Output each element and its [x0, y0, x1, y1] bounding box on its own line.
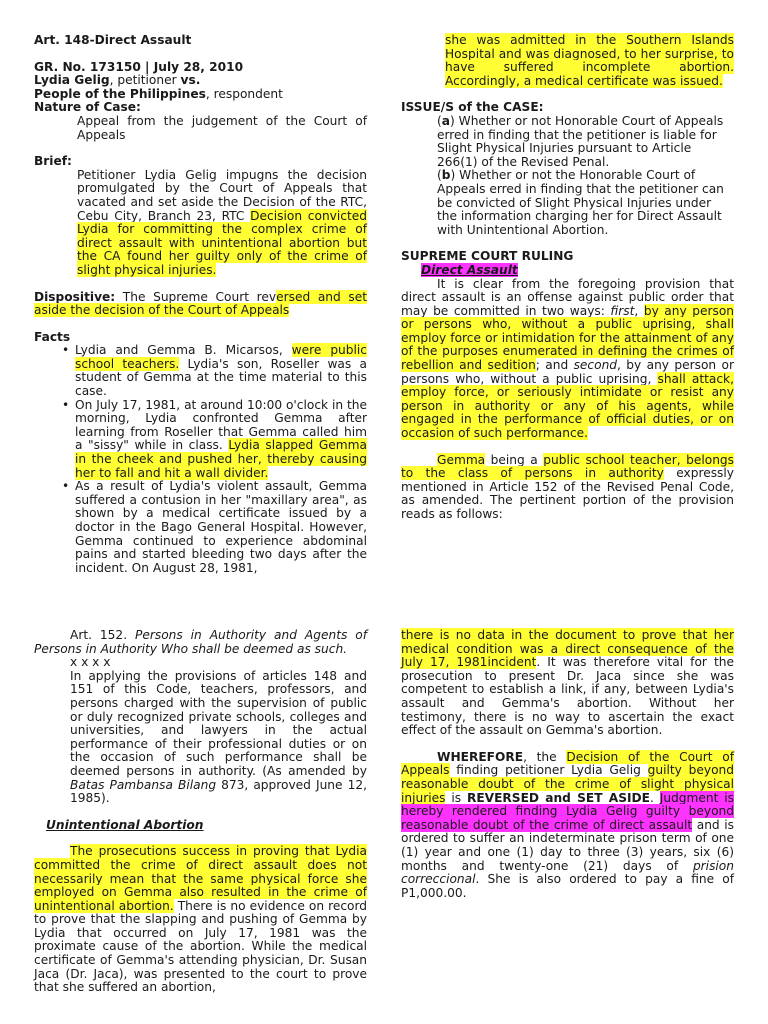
petitioner-name: Lydia Gelig [34, 73, 110, 88]
petitioner-line [34, 74, 367, 88]
art152-xxxx: x x x x [70, 655, 111, 670]
abortion-continuation: there is no data in the document to prove that her medical condition was a direct consequence of the July 17, 1981incident. It was therefore vital for the prosecution to present Dr. Jaca since she was competent to establish a link, if any, between Lydia's assault and Gemma's abortion. Without her testimony, there is no way to ascertain the exact effect of the assault on Gemma's abortion. [401, 628, 734, 738]
brief-text [77, 169, 367, 278]
dispositive-highlight: ersed and set aside the decision of the Court of Appeals [34, 289, 367, 318]
wherefore-paragraph: WHEREFORE, the Decision of the Court of Appeals finding petitioner Lydia Gelig guilty beyond reasonable doubt of the crime of slight physical injuries is REVERSED and SET ASIDE. Judgment is hereby rendered finding Lydia Gelig guilty beyond reasonable doubt of the crime of direct assault and is ordered to suffer an indeterminate prison term of one (1) year and one (1) day to three (3) years, six (6) months and twenty-one (21) days of prision correccional. She is also ordered to pay a fine of P1,000.00. [401, 749, 735, 900]
art152-body: In applying the provisions of articles 148 and 151 of this Code, teachers, professors, and persons charged with the supervision of public or duly recognized private schools, colleges and universities, and lawyers in the actual performance of their professional duties or on the occasion of such performance shall be deemed persons in authority. (As amended by Batas Pambansa Bilang 873, approved June 12, 1985). [70, 668, 367, 806]
bottom-right-column [401, 629, 734, 900]
top-right-column [401, 34, 734, 522]
article-heading: Art. 148-Direct Assault [34, 33, 192, 47]
ruling-paragraph-1: It is clear from the foregoing provision that direct assault is an offense against public order that may be committed in two ways: first, by any person or persons who, without a public uprising, shall employ force or intimidation for the attainment of any of the purposes enumerated in defining the crimes of rebellion and sedition; and second, by any person or persons who, without a public uprising, shall attack, employ force, or seriously intimidate or resist any person in authority or any of his agents, while engaged in the performance of official duties, or on occasion of such performance. [401, 276, 734, 441]
dispositive-label: Dispositive: [34, 289, 116, 304]
gr-number: GR. No. 173150 | July 28, 2010 [34, 59, 244, 74]
top-left-column [34, 34, 367, 575]
fact-item: • On July 17, 1981, at around 10:00 o'clock in the morning, Lydia confronted Gemma after learning from Roseller that Gemma called him a "sissy" while in class. Lydia slapped Gemma in the cheek and pushed her, thereby causing her to fall and hit a wall divider. [62, 397, 367, 480]
fact-highlight: she was admitted in the Southern Islands Hospital and was diagnosed, to her surprise, to have suffered incomplete abortion. Accordingly, a medical certificate was issued. [445, 33, 734, 88]
ruling-label: SUPREME COURT RULING [401, 249, 574, 264]
respondent-name: People of the Philippines [34, 86, 206, 101]
respondent-role: , respondent [205, 86, 283, 101]
bottom-left-column [34, 629, 367, 995]
facts-continuation [445, 34, 734, 88]
vs-text: vs. [180, 73, 201, 88]
facts-label: Facts [34, 329, 71, 344]
dispositive-text-a: The Supreme Court rev [115, 289, 277, 304]
brief-text-a: Petitioner Lydia Gelig impugns the decision promulgated by the Court of Appeals that vacated and set aside the Decision of the RTC, Cebu City, Branch 23, RTC [77, 167, 367, 223]
ruling-paragraph-2: Gemma being a public school teacher, belongs to the class of persons in authority expressly mentioned in Article 152 of the Revised Penal Code, as amended. The pertinent portion of the provision reads as follows: [401, 452, 735, 521]
dispositive-paragraph [34, 291, 367, 318]
issues-label: ISSUE/S of the CASE: [401, 100, 544, 115]
abortion-paragraph: The prosecutions success in proving that Lydia committed the crime of direct assault does not necessarily mean that the same physical force she employed on Gemma also resulted in the crime of unintentional abortion. There is no evidence on record to prove that the slapping and pushing of Gemma by Lydia that occurred on July 17, 1981 was the proximate cause of the abortion. While the medical certificate of Gemma's attending physician, Dr. Susan Jaca (Dr. Jaca), was presented to the court to prove that she suffered an abortion, [34, 844, 368, 995]
petitioner-role: , petitioner [109, 73, 181, 88]
bullet-icon: • [62, 397, 70, 412]
direct-assault-heading: Direct Assault [421, 262, 518, 277]
bullet-icon: • [62, 343, 70, 358]
nature-label: Nature of Case: [34, 100, 141, 115]
fact-item: • As a result of Lydia's violent assault, Gemma suffered a contusion in her "maxillary area", as shown by a medical certificate issued by a doctor in the Bago General Hospital. However, Gemma continued to experience abdominal pains and started bleeding two days after the incident. On August 28, 1981, [62, 479, 367, 575]
issue-b: (b) Whether or not the Honorable Court of Appeals erred in finding that the petitioner can be convicted of Slight Physical Injuries under the information charging her for Direct Assault with Unintentional Abortion. [437, 168, 724, 237]
issue-a: (a) Whether or not Honorable Court of Appeals erred in finding that the petitioner is liable for Slight Physical Injuries pursuant to Article 266(1) of the Revised Penal. [437, 113, 724, 169]
fact-highlight: Lydia slapped Gemma in the cheek and pushed her, thereby causing her to fall and hit a wall divider. [75, 438, 367, 480]
fact-item: • Lydia and Gemma B. Micarsos, were public school teachers. Lydia's son, Roseller was a student of Gemma at the time material to this case. [62, 343, 367, 399]
bullet-icon: • [62, 479, 70, 494]
abortion-heading: Unintentional Abortion [46, 817, 204, 832]
art152-title: Art. 152. Persons in Authority and Agents of Persons in Authority Who shall be deemed as such. [34, 628, 367, 656]
brief-highlight: Decision convicted Lydia for committing the complex crime of direct assault with unintentional abortion but the CA found her guilty only of the crime of slight physical injuries. [77, 208, 367, 277]
respondent-line [34, 88, 367, 102]
brief-label: Brief: [34, 154, 72, 169]
facts-list [62, 344, 367, 575]
nature-text: Appeal from the judgement of the Court of Appeals [77, 113, 367, 142]
fact-highlight: were public school teachers. [75, 343, 367, 371]
